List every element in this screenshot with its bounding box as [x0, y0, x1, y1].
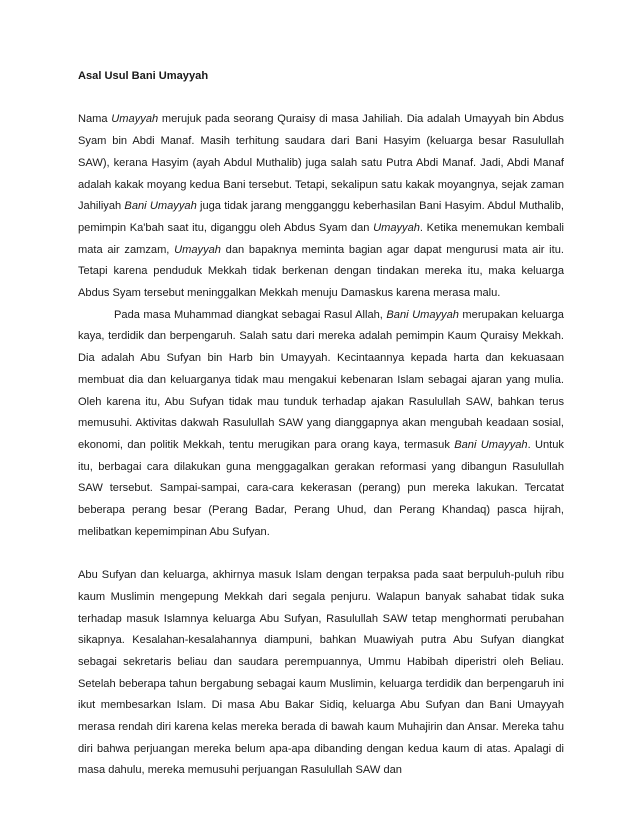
text-run: merujuk pada seorang Quraisy di masa Jahiliah. Dia adalah Umayyah bin Abdus Syam bin Abdi Manaf. Masih terhitung saudara dari Bani Hasyim (keluarga besar Rasulullah SAW), kerana Hasyim (ayah Abdul Muthalib) juga salah satu Putra Abdi Manaf. Jadi, Abdi Manaf adalah kakak moyang kedua Bani tersebut. Tetapi, sekalipun satu kakak moyangnya, sejak zaman Jahiliyah: [78, 113, 564, 213]
blank-line: [78, 543, 564, 565]
text-run: . Untuk itu, berbagai cara dilakukan guna menggagalkan gerakan reformasi yang dibangun Rasulullah SAW tersebut. Sampai-sampai, cara-cara kekerasan (perang) pun mereka lakukan. Tercatat beberapa perang besar (Perang Badar, Perang Uhud, dan Perang Khandaq) pasca hijrah, melibatkan kepemimpinan Abu Sufyan.: [78, 438, 564, 538]
italic-term: Bani Umayyah: [386, 308, 459, 321]
document-body: [78, 66, 564, 782]
text-run: Abu Sufyan dan keluarga, akhirnya masuk Islam dengan terpaksa pada saat berpuluh-puluh ribu kaum Muslimin mengepung Mekkah dari segala penjuru. Walapun banyak sahabat tidak suka terhadap masuk Islamnya keluarga Abu Sufyan, Rasulullah SAW tetap menghormati perubahan sikapnya. Kesalahan-kesalahannya diampuni, bahkan Muawiyah putra Abu Sufyan diangkat sebagai sekretaris beliau dan saudara perempuannya, Ummu Habibah diperistri oleh Beliau. Setelah beberapa tahun bergabung sebagai kaum Muslimin, keluarga terdidik dan berpengaruh ini ikut membesarkan Islam. Di masa Abu Bakar Sidiq, keluarga Abu Sufyan dan Bani Umayyah merasa rendah diri karena kelas mereka berada di bawah kaum Muhajirin dan Ansar. Mereka tahu diri bahwa perjuangan mereka belum apa-apa dibanding dengan kedua kaum di atas. Apalagi di masa dahulu, mereka memusuhi perjuangan Rasulullah SAW dan: [78, 569, 564, 777]
paragraph-1: [78, 109, 564, 304]
italic-term: Umayyah: [373, 221, 420, 234]
italic-term: Umayyah: [174, 243, 221, 256]
text-run: dan bapaknya meminta bagian agar dapat mengurusi mata air itu. Tetapi karena penduduk Mekkah tidak berkenan dengan tindakan mereka itu, maka keluarga Abdus Syam tersebut meninggalkan Mekkah menuju Damaskus karena merasa malu.: [78, 243, 564, 300]
blank-line: [78, 88, 564, 110]
paragraph-3: [78, 565, 564, 782]
text-run: Pada masa Muhammad diangkat sebagai Rasul Allah,: [114, 308, 387, 321]
italic-term: Bani Umayyah: [124, 200, 197, 213]
text-run: Nama: [78, 113, 112, 126]
paragraph-2: [78, 305, 564, 544]
document-title: Asal Usul Bani Umayyah: [78, 70, 209, 82]
italic-term: Bani Umayyah: [454, 438, 528, 451]
text-run: merupakan keluarga kaya, terdidik dan berpengaruh. Salah satu dari mereka adalah pemimpin Kaum Quraisy Mekkah. Dia adalah Abu Sufyan bin Harb bin Umayyah. Kecintaannya kepada harta dan kekuasaan membuat dia dan keluarganya tidak mau mengakui kebenaran Islam sebagai ajaran yang mulia. Oleh karena itu, Abu Sufyan tidak mau tunduk terhadap ajakan Rasulullah SAW, bahkan terus memusuhi. Aktivitas dakwah Rasulullah SAW yang dianggapnya akan mengubah keadaan sosial, ekonomi, dan politik Mekkah, tentu merugikan para orang kaya, termasuk: [78, 308, 564, 451]
italic-term: Umayyah: [111, 113, 159, 126]
text-run: . Ketika menemukan kembali mata air zamzam,: [78, 221, 564, 256]
text-run: juga tidak jarang mengganggu keberhasilan Bani Hasyim. Abdul Muthalib, pemimpin Ka'bah saat itu, diganggu oleh Abdus Syam dan: [78, 200, 564, 234]
